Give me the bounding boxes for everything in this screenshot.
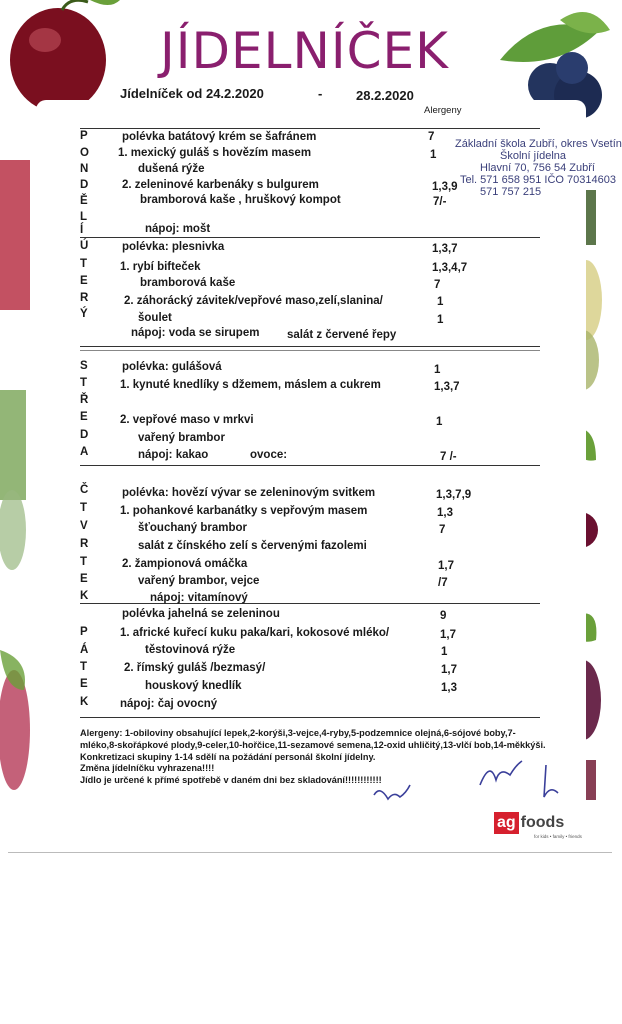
divider <box>80 717 540 718</box>
footer-line: Změna jídelníčku vyhrazena!!!! <box>80 763 215 774</box>
stamp-line: 571 757 215 <box>480 186 542 198</box>
brand-tagline: for kids • family • friends <box>534 834 582 839</box>
stamp-line: Tel. 571 658 951 IČO 70314603 <box>460 174 616 186</box>
menu-item: 2. žampionová omáčka <box>122 558 248 570</box>
footer-line: Konkretizaci skupiny 1-14 sdělí na požádání personál školní jídelny. <box>80 751 376 762</box>
day-letter: Í <box>80 224 84 236</box>
menu-item: dušená rýže <box>138 163 205 175</box>
day-letter: Č <box>80 484 89 496</box>
allergen-codes: 1 <box>441 646 448 658</box>
cherry-icon <box>10 8 106 112</box>
menu-item: nápoj: voda se sirupem <box>131 327 260 339</box>
menu-item: šťouchaný brambor <box>138 522 248 534</box>
brand-part1: ag <box>494 812 519 834</box>
signatures <box>360 755 570 815</box>
menu-item: ovoce: <box>250 449 288 461</box>
menu-item: bramborová kaše , hruškový kompot <box>140 194 341 206</box>
allergen-codes: 1,3 <box>441 682 457 694</box>
stamp-line: Základní škola Zubří, okres Vsetín <box>455 138 622 150</box>
day-letter: K <box>80 696 89 708</box>
allergen-codes: 1,3 <box>437 507 453 519</box>
day-letter: T <box>80 661 88 673</box>
period-label: Jídelníček od 24.2.2020 <box>120 86 264 101</box>
day-letter: T <box>80 556 88 568</box>
period-end-date: 28.2.2020 <box>356 88 414 103</box>
menu-item: 1. africké kuřecí kuku paka/kari, kokosové mléko/ <box>120 627 390 639</box>
menu-item: nápoj: mošt <box>145 223 211 235</box>
divider <box>80 128 540 129</box>
agfoods-logo <box>494 812 564 834</box>
menu-sheet <box>36 100 586 835</box>
menu-item: těstovinová rýže <box>145 644 236 656</box>
day-letter: K <box>80 590 89 602</box>
day-letter: E <box>80 411 88 423</box>
allergen-codes: 7 <box>434 279 441 291</box>
allergens-column-label: Alergeny <box>424 105 462 116</box>
allergen-codes: 1,7 <box>438 560 454 572</box>
menu-item: salát z červené řepy <box>287 329 397 341</box>
allergen-codes: 1,7 <box>440 629 456 641</box>
menu-item: 2. záhorácký závitek/vepřové maso,zelí,slanina/ <box>124 295 383 307</box>
page-title: JÍDELNÍČEK <box>160 22 449 80</box>
day-letter: T <box>80 502 88 514</box>
day-letter: A <box>80 446 89 458</box>
day-letter: L <box>80 211 88 223</box>
menu-item: houskový knedlík <box>145 680 242 692</box>
day-letter: Ř <box>80 394 89 406</box>
menu-item: bramborová kaše <box>140 277 236 289</box>
day-letter: S <box>80 360 88 372</box>
menu-item: polévka: gulášová <box>122 361 222 373</box>
day-letter: E <box>80 678 88 690</box>
allergen-codes: 1 <box>430 149 437 161</box>
page-edge-line <box>8 852 612 853</box>
day-letter: T <box>80 377 88 389</box>
menu-item: polévka: hovězí vývar se zeleninovým svitkem <box>122 487 376 499</box>
menu-item: 2. vepřové maso v mrkvi <box>120 414 254 426</box>
allergen-codes: 1 <box>437 296 444 308</box>
day-letter: E <box>80 275 88 287</box>
day-letter: N <box>80 163 89 175</box>
allergen-codes: 7 /- <box>440 451 457 463</box>
footer-line: Jídlo je určené k přímé spotřebě v daném dni bez skladování!!!!!!!!!!!! <box>80 775 382 786</box>
menu-item: nápoj: čaj ovocný <box>120 698 218 710</box>
allergen-codes: 1 <box>434 364 441 376</box>
menu-item: 1. pohankové karbanátky s vepřovým masem <box>120 505 368 517</box>
menu-item: šoulet <box>138 312 172 324</box>
allergen-codes: 1,3,7 <box>434 381 460 393</box>
menu-item: vařený brambor, vejce <box>138 575 260 587</box>
allergen-codes: 9 <box>440 610 447 622</box>
allergen-codes: 1,3,9 <box>432 181 458 193</box>
footer-line: Alergeny: 1-obiloviny obsahující lepek,2-korýši,3-vejce,4-ryby,5-podzemnice olejná,6-sójové boby,7-mléko,8-skořápkové plody,9-celer,10-hořčice,11-sezamové semena,12-oxid uhličitý,13-vlčí bob,14-měkkýši. <box>80 728 546 750</box>
period-dash: - <box>318 86 323 101</box>
menu-item: 2. římský guláš /bezmasý/ <box>124 662 266 674</box>
menu-item: polévka: plesnivka <box>122 241 225 253</box>
menu-item: 1. rybí bifteček <box>120 261 201 273</box>
day-letter: T <box>80 258 88 270</box>
allergen-codes: 7 <box>428 131 435 143</box>
day-letter: O <box>80 147 89 159</box>
stamp-line: Školní jídelna <box>500 150 567 162</box>
allergen-codes: 1,3,7,9 <box>436 489 472 501</box>
day-letter: P <box>80 130 88 142</box>
day-letter: R <box>80 538 89 550</box>
brand-part2: foods <box>520 814 565 831</box>
day-letter: Ú <box>80 240 89 252</box>
divider <box>80 465 540 466</box>
allergen-codes: 7 <box>439 524 446 536</box>
menu-item: 1. kynuté knedlíky s džemem, máslem a cukrem <box>120 379 381 391</box>
menu-item: 1. mexický guláš s hovězím masem <box>118 147 312 159</box>
day-letter: Ý <box>80 308 88 320</box>
menu-item: vařený brambor <box>138 432 225 444</box>
allergen-codes: /7 <box>438 577 448 589</box>
allergen-codes: 1,7 <box>441 664 457 676</box>
stamp-line: Hlavní 70, 756 54 Zubří <box>480 162 595 174</box>
day-letter: Á <box>80 644 89 656</box>
menu-item: polévka jahelná se zeleninou <box>122 608 280 620</box>
allergen-codes: 7/- <box>433 196 447 208</box>
menu-item: nápoj: vitamínový <box>150 592 248 604</box>
day-letter: V <box>80 520 88 532</box>
allergen-codes: 1 <box>436 416 443 428</box>
day-letter: R <box>80 292 89 304</box>
allergen-codes: 1,3,7 <box>432 243 458 255</box>
menu-item: 2. zeleninové karbenáky s bulgurem <box>122 179 319 191</box>
allergen-codes: 1,3,4,7 <box>432 262 468 274</box>
divider <box>80 237 540 238</box>
allergen-codes: 1 <box>437 314 444 326</box>
menu-item: salát z čínského zelí s červenými fazolemi <box>138 540 367 552</box>
divider <box>80 350 540 351</box>
day-letter: Ě <box>80 195 88 207</box>
day-letter: D <box>80 179 89 191</box>
day-letter: E <box>80 573 88 585</box>
divider <box>80 346 540 347</box>
school-stamp <box>455 138 622 198</box>
day-letter: P <box>80 626 88 638</box>
divider <box>80 603 540 604</box>
menu-item: polévka batátový krém se šafránem <box>122 131 317 143</box>
day-letter: D <box>80 429 89 441</box>
menu-item: nápoj: kakao <box>138 449 209 461</box>
